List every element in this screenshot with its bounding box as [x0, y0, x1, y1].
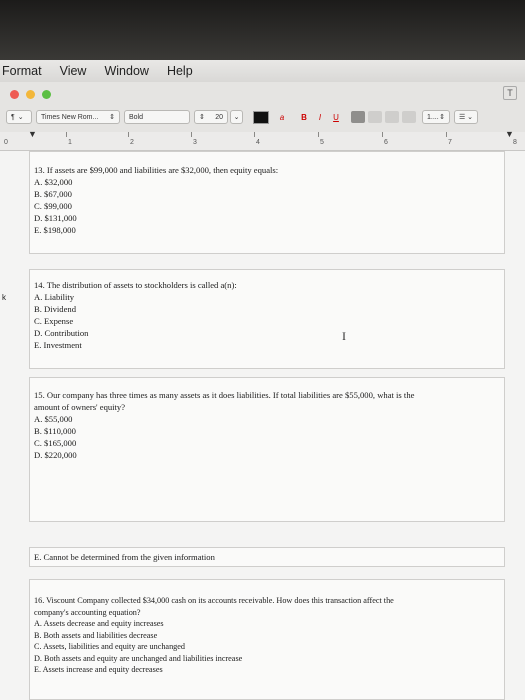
- ruler-number: 7: [448, 139, 452, 146]
- ruler-number: 3: [193, 139, 197, 146]
- answer-option: E. Cannot be determined from the given information: [34, 552, 215, 562]
- close-button[interactable]: [10, 90, 19, 99]
- zoom-button[interactable]: [42, 90, 51, 99]
- answer-option: C. $99,000: [34, 201, 72, 211]
- ruler-tick: [128, 132, 129, 137]
- answer-option: A. $55,000: [34, 414, 73, 424]
- underline-button[interactable]: U: [333, 112, 339, 122]
- ruler-tick: [254, 132, 255, 137]
- question-13: [34, 164, 278, 236]
- font-size-value: 20: [215, 113, 223, 121]
- answer-option: A. Assets decrease and equity increases: [34, 619, 164, 628]
- line-spacing-select[interactable]: [422, 110, 450, 124]
- text-color-swatch[interactable]: [253, 111, 269, 124]
- question-stem-continued: amount of owners' equity?: [34, 402, 126, 412]
- answer-option: D. Both assets and equity are unchanged and liabilities increase: [34, 653, 243, 663]
- ruler-number: 0: [4, 139, 8, 146]
- stepper-icon: ⇕: [199, 114, 205, 121]
- answer-option: A. $32,000: [34, 177, 73, 187]
- menu-window[interactable]: Window: [104, 64, 149, 78]
- ruler-number: 2: [130, 139, 134, 146]
- question-stem: 14. The distribution of assets to stockholders is called a(n):: [34, 280, 237, 290]
- answer-option: A. Liability: [34, 292, 75, 302]
- menu-bar: [0, 60, 525, 82]
- question-15: [34, 389, 414, 461]
- stepper-icon: ⇕: [109, 114, 115, 121]
- ruler-tick: [446, 132, 447, 137]
- highlight-letter: a: [279, 112, 285, 122]
- align-right-icon[interactable]: [385, 111, 399, 123]
- text-cursor-icon: I: [342, 329, 346, 343]
- minimize-button[interactable]: [26, 90, 35, 99]
- answer-option: C. Expense: [34, 316, 74, 326]
- line-spacing-value: 1....: [427, 113, 439, 121]
- chevron-down-icon: ⌄: [233, 114, 240, 121]
- ruler-tick: [382, 132, 383, 137]
- document-window: [0, 82, 525, 700]
- question-14: [34, 279, 237, 351]
- answer-option: C. Assets, liabilities and equity are unchanged: [34, 642, 185, 651]
- font-family-select[interactable]: [36, 110, 120, 124]
- window-controls: [10, 90, 51, 99]
- justify-icon[interactable]: [402, 111, 416, 123]
- screen-bezel: [0, 0, 525, 60]
- ruler-number: 5: [320, 139, 324, 146]
- ruler[interactable]: [0, 129, 525, 151]
- chevron-down-icon: ⌄: [467, 114, 473, 121]
- menu-format[interactable]: Format: [2, 64, 42, 78]
- bold-button[interactable]: B: [301, 112, 307, 122]
- format-toolbar: [0, 106, 525, 128]
- ruler-tick: [66, 132, 67, 137]
- font-size-dropdown[interactable]: [230, 110, 243, 124]
- menu-help[interactable]: Help: [166, 64, 193, 78]
- answer-option: E. Investment: [34, 340, 82, 350]
- indent-marker-icon[interactable]: ▼: [28, 129, 37, 139]
- list-icon: ☰: [459, 114, 466, 121]
- answer-option: D. Contribution: [34, 328, 89, 338]
- question-stem: 13. If assets are $99,000 and liabilities are $32,000, then equity equals:: [34, 165, 279, 175]
- answer-option: B. Dividend: [34, 304, 77, 314]
- side-letter: k: [2, 293, 6, 302]
- question-stem-continued: company's accounting equation?: [34, 607, 141, 617]
- answer-option: E. $198,000: [34, 225, 76, 235]
- question-stem: 15. Our company has three times as many assets as it does liabilities. If total liabilities are $55,000, what is the: [34, 390, 415, 400]
- chevron-down-icon: ⌄: [17, 114, 24, 121]
- window-toolbar-toggle[interactable]: T: [503, 86, 517, 100]
- ruler-tick: [191, 132, 192, 137]
- font-family-value: Times New Rom...: [41, 113, 99, 121]
- answer-option: D. $131,000: [34, 213, 77, 223]
- list-style-select[interactable]: [454, 110, 478, 124]
- paragraph-style-select[interactable]: [6, 110, 32, 124]
- align-center-icon[interactable]: [368, 111, 382, 123]
- document-area[interactable]: [0, 151, 525, 700]
- ruler-number: 8: [513, 139, 517, 146]
- ruler-tick: [318, 132, 319, 137]
- answer-option: B. $110,000: [34, 426, 76, 436]
- answer-option: E. Assets increase and equity decreases: [34, 665, 163, 674]
- font-style-select[interactable]: [124, 110, 190, 124]
- right-indent-marker-icon[interactable]: ▼: [505, 129, 514, 139]
- question-16: [34, 595, 394, 676]
- question-15-option-e: [34, 551, 215, 563]
- italic-button[interactable]: I: [318, 112, 322, 122]
- highlight-color-button[interactable]: [273, 110, 291, 124]
- align-left-icon[interactable]: [351, 111, 365, 123]
- answer-option: B. Both assets and liabilities decrease: [34, 630, 158, 640]
- paragraph-icon: ¶: [11, 113, 15, 121]
- ruler-number: 1: [68, 139, 72, 146]
- font-style-value: Bold: [129, 113, 144, 121]
- menu-view[interactable]: View: [59, 64, 87, 78]
- answer-option: C. $165,000: [34, 438, 77, 448]
- font-size-field[interactable]: [194, 110, 228, 124]
- answer-option: D. $220,000: [34, 450, 77, 460]
- ruler-number: 6: [384, 139, 388, 146]
- answer-option: B. $67,000: [34, 189, 72, 199]
- ruler-number: 4: [256, 139, 260, 146]
- stepper-icon: ⇕: [439, 114, 445, 121]
- question-stem: 16. Viscount Company collected $34,000 cash on its accounts receivable. How does this transaction affect the: [34, 596, 394, 605]
